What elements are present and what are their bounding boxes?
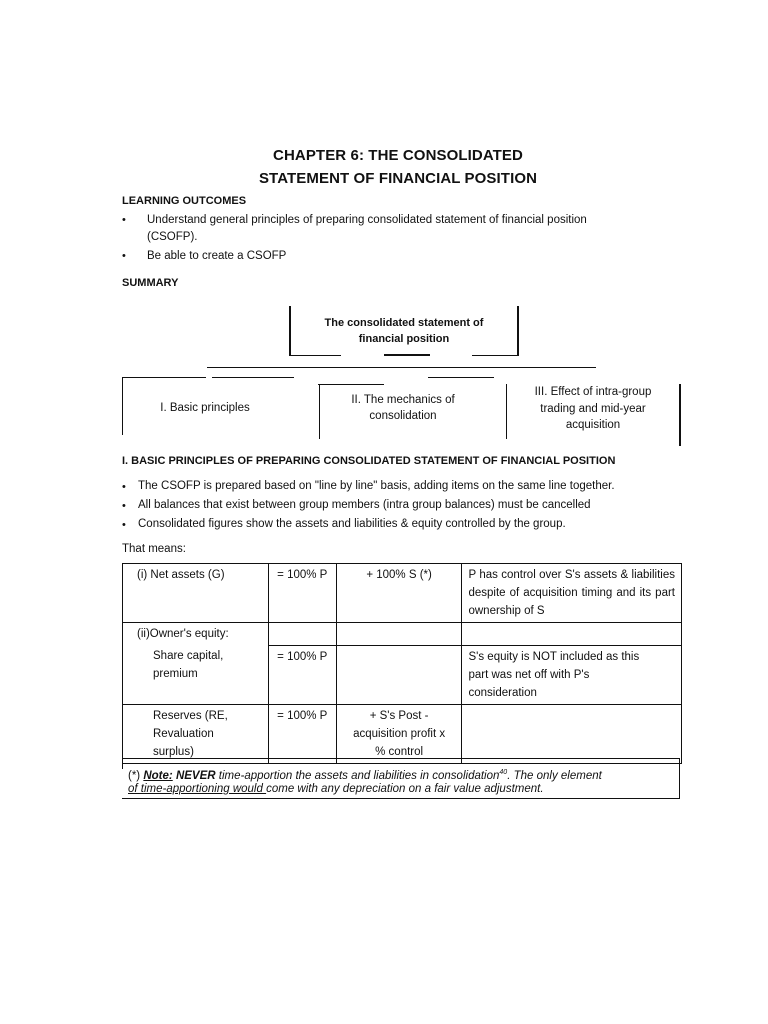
table-cell bbox=[336, 704, 462, 763]
note-line2 bbox=[128, 781, 544, 798]
learning-outcomes-heading: LEARNING OUTCOMES bbox=[122, 195, 247, 207]
table-cell: = 100% P bbox=[268, 645, 336, 704]
note-box bbox=[122, 758, 680, 799]
premium-label: premium bbox=[153, 668, 198, 680]
post-acq-line2: acquisition profit x bbox=[353, 727, 446, 740]
chapter-title-line1: CHAPTER 6: THE CONSOLIDATED bbox=[273, 147, 523, 164]
table-cell bbox=[462, 645, 682, 704]
box1-text: I. Basic principles bbox=[160, 402, 250, 414]
bullet-icon: • bbox=[122, 250, 126, 262]
that-means-text: That means: bbox=[122, 543, 186, 555]
table-cell: (i) Net assets (G) bbox=[123, 564, 269, 623]
consolidation-table bbox=[122, 563, 682, 764]
bullet-icon: • bbox=[122, 519, 126, 531]
table-cell bbox=[462, 623, 682, 646]
table-row bbox=[123, 564, 682, 623]
box3-line3: acquisition bbox=[565, 419, 621, 431]
note-label: Note: bbox=[143, 769, 173, 782]
share-capital-label: Share capital, bbox=[153, 650, 224, 662]
table-cell: + 100% S (*) bbox=[336, 564, 462, 623]
outcome-item-1-cont: (CSOFP). bbox=[147, 231, 198, 243]
root-box-line2: financial position bbox=[358, 333, 450, 345]
bullet-icon: • bbox=[122, 214, 126, 226]
connector-line bbox=[207, 367, 596, 368]
bullet-icon: • bbox=[122, 481, 126, 493]
box1-top-right bbox=[212, 377, 294, 378]
equity-note-line3: consideration bbox=[468, 686, 537, 699]
table-cell: (ii)Owner's equity: bbox=[123, 623, 269, 646]
table-cell bbox=[123, 704, 269, 763]
box1-left-border bbox=[122, 377, 123, 435]
root-box-line1: The consolidated statement of bbox=[324, 317, 484, 329]
box3-line2: trading and mid-year bbox=[540, 403, 646, 415]
root-box-bottom-left bbox=[289, 355, 341, 356]
outcome-item-1: Understand general principles of preparing consolidated statement of financial position bbox=[147, 214, 587, 226]
root-box-right-border bbox=[517, 306, 519, 356]
table-row bbox=[123, 645, 682, 704]
box1-top-left bbox=[122, 377, 206, 378]
section1-bullet-3: Consolidated figures show the assets and liabilities & equity controlled by the group. bbox=[138, 518, 566, 530]
root-box-bottom-center bbox=[384, 354, 430, 356]
outcome-item-2: Be able to create a CSOFP bbox=[147, 250, 287, 262]
table-cell bbox=[336, 623, 462, 646]
section1-bullet-1: The CSOFP is prepared based on "line by line" basis, adding items on the same line together. bbox=[138, 480, 615, 492]
reserves-label-line3: surplus) bbox=[153, 745, 194, 758]
equity-note-line1: S's equity is NOT included as this bbox=[468, 650, 640, 663]
post-acq-line1: + S's Post - bbox=[369, 709, 429, 722]
box2-top-right bbox=[428, 377, 494, 378]
note-superscript: 40 bbox=[499, 769, 508, 776]
box2-line2: consolidation bbox=[369, 410, 437, 422]
equity-note-line2: part was net off with P's bbox=[468, 668, 590, 681]
note-box-left-tick bbox=[122, 759, 123, 769]
chapter-title-line2: STATEMENT OF FINANCIAL POSITION bbox=[258, 170, 538, 187]
root-box-left-border bbox=[289, 306, 291, 356]
table-cell bbox=[336, 645, 462, 704]
table-cell bbox=[268, 623, 336, 646]
note-star: (*) bbox=[128, 769, 141, 782]
box3-left-border bbox=[506, 384, 507, 439]
box2-top-left bbox=[318, 384, 384, 385]
note-never: NEVER bbox=[175, 769, 216, 782]
table-cell: = 100% P bbox=[268, 704, 336, 763]
table-row bbox=[123, 704, 682, 763]
section1-heading: I. BASIC PRINCIPLES OF PREPARING CONSOLIDATED STATEMENT OF FINANCIAL POSITION bbox=[122, 455, 616, 467]
bullet-icon: • bbox=[122, 500, 126, 512]
reserves-label-line2: Revaluation bbox=[153, 727, 214, 740]
note-text2b: come with any depreciation on a fair value adjustment. bbox=[266, 783, 544, 795]
section1-bullet-2: All balances that exist between group members (intra group balances) must be cancelled bbox=[138, 499, 591, 511]
table-row bbox=[123, 623, 682, 646]
post-acq-line3: % control bbox=[375, 745, 424, 758]
note-text1b: . The only element bbox=[507, 769, 602, 782]
note-text1: time-apportion the assets and liabilities in consolidation bbox=[218, 769, 500, 782]
note-text2a: of time-apportioning would bbox=[128, 783, 267, 795]
table-cell: = 100% P bbox=[268, 564, 336, 623]
summary-heading: SUMMARY bbox=[122, 277, 179, 289]
reserves-label-line1: Reserves (RE, bbox=[153, 709, 228, 722]
root-box-bottom-right bbox=[472, 355, 518, 356]
table-cell bbox=[123, 645, 269, 704]
box2-line1: II. The mechanics of bbox=[351, 394, 455, 406]
table-cell bbox=[462, 704, 682, 763]
box3-right-border bbox=[679, 384, 681, 446]
box3-line1: III. Effect of intra-group bbox=[534, 386, 652, 398]
table-cell: P has control over S's assets & liabilities despite of acquisition timing and its part ownership of S bbox=[462, 564, 682, 623]
